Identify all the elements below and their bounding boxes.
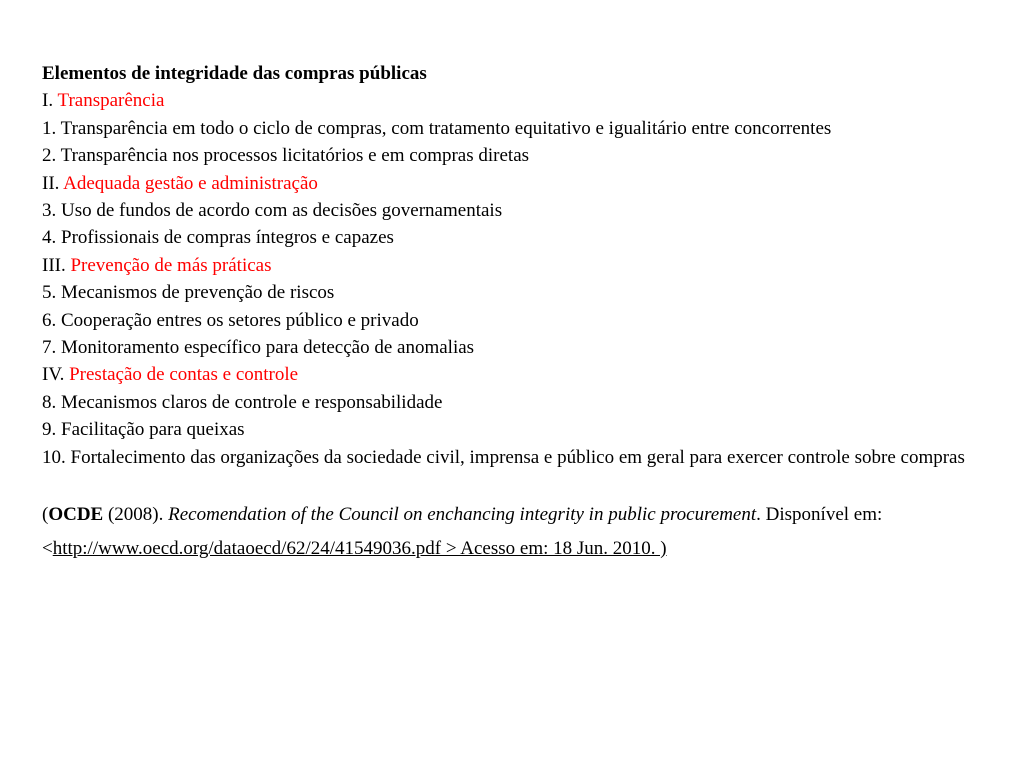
section-heading-prevencao <box>42 252 1018 279</box>
citation-link[interactable]: http://www.oecd.org/dataoecd/62/24/41549036.pdf > Acesso em: 18 Jun. 2010. ) <box>52 538 667 560</box>
citation-available: . Disponível em: < <box>42 504 883 560</box>
list-item: 7. Monitoramento específico para detecção de anomalias <box>42 337 475 359</box>
section-numeral: IV. <box>42 364 65 386</box>
list-item: 9. Facilitação para queixas <box>42 419 245 441</box>
list-item: 6. Cooperação entres os setores público e privado <box>42 309 419 331</box>
list-item: 1. Transparência em todo o ciclo de compras, com tratamento equitativo e igualitário entre concorrentes <box>42 117 832 139</box>
section-numeral: I. <box>42 90 54 112</box>
list-item: 3. Uso de fundos de acordo com as decisões governamentais <box>42 200 503 222</box>
citation-year: (2008). <box>103 504 169 526</box>
section-heading-text: Transparência <box>57 90 165 112</box>
slide-content <box>42 60 1018 585</box>
list-item: 8. Mecanismos claros de controle e responsabilidade <box>42 391 443 413</box>
citation <box>42 498 1018 566</box>
list-item: 2. Transparência nos processos licitatórios e em compras diretas <box>42 145 530 167</box>
section-heading-prestacao <box>42 361 1018 388</box>
slide-title: Elementos de integridade das compras públicas <box>42 63 427 84</box>
section-heading-text: Adequada gestão e administração <box>63 172 318 194</box>
section-heading-text: Prevenção de más práticas <box>70 254 272 276</box>
section-heading-transparencia <box>42 87 1018 114</box>
section-heading-text: Prestação de contas e controle <box>69 364 299 386</box>
section-heading-gestao <box>42 170 1018 197</box>
list-item: 4. Profissionais de compras íntegros e capazes <box>42 227 394 249</box>
citation-org: OCDE <box>48 504 104 526</box>
section-numeral: II. <box>42 172 60 194</box>
section-numeral: III. <box>42 254 66 276</box>
citation-title: Recomendation of the Council on enchancing integrity in public procurement <box>168 504 757 526</box>
citation-open-paren: ( <box>42 504 49 526</box>
list-item: 10. Fortalecimento das organizações da sociedade civil, imprensa e público em geral para exercer controle sobre compras <box>42 446 965 468</box>
list-item: 5. Mecanismos de prevenção de riscos <box>42 282 335 304</box>
